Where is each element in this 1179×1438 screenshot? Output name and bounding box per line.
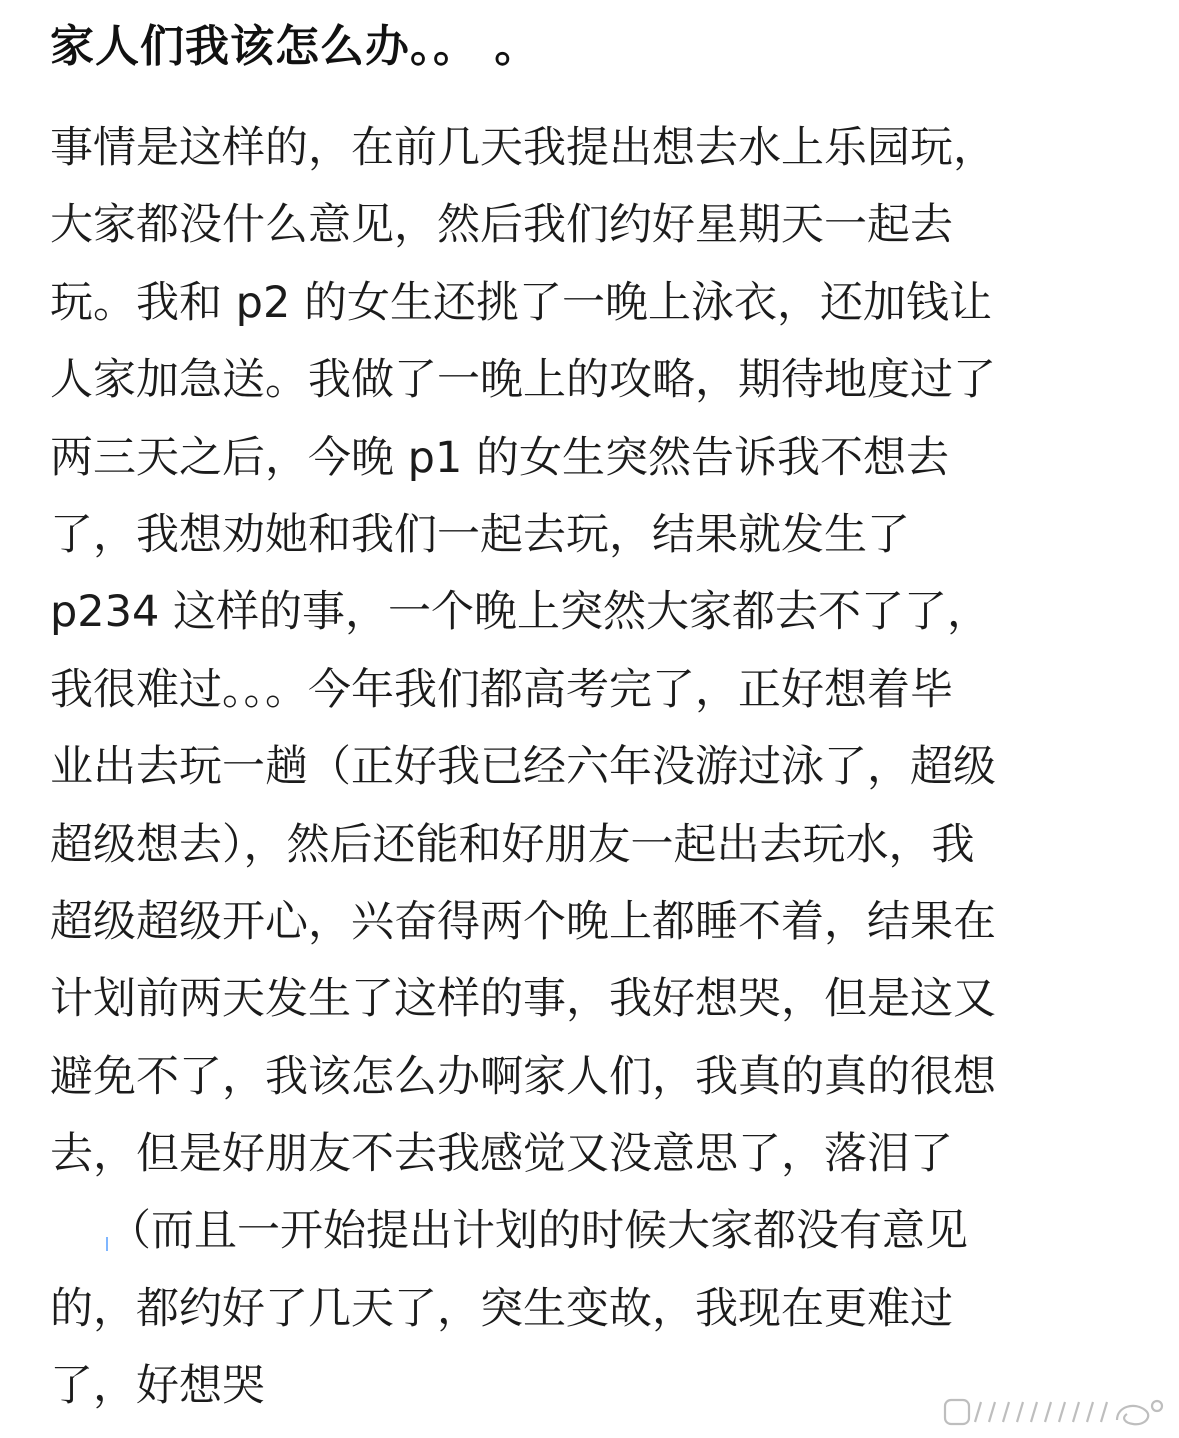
body-line: 两三天之后，今晚 p1 的女生突然告诉我不想去 bbox=[50, 432, 949, 483]
body-line: p234 这样的事，一个晚上突然大家都去不了了， bbox=[50, 587, 991, 638]
post-body bbox=[50, 110, 1140, 1426]
body-line: 的，都约好了几天了，突生变故，我现在更难过 bbox=[50, 1283, 953, 1334]
body-line: 计划前两天发生了这样的事，我好想哭，但是这又 bbox=[50, 974, 996, 1025]
body-line-text: （而且一开始提出计划的时候大家都没有意见 bbox=[108, 1206, 968, 1257]
body-line: 超级超级开心，兴奋得两个晚上都睡不着，结果在 bbox=[50, 896, 996, 947]
body-line-indented bbox=[50, 1193, 1140, 1270]
body-line: 超级想去），然后还能和好朋友一起出去玩水，我 bbox=[50, 819, 975, 870]
body-line: 避免不了，我该怎么办啊家人们，我真的真的很想 bbox=[50, 1051, 996, 1102]
body-line: 了，我想劝她和我们一起去玩，结果就发生了 bbox=[50, 509, 910, 560]
body-line: 人家加急送。我做了一晚上的攻略，期待地度过了 bbox=[50, 355, 996, 406]
body-line: 我很难过。。。今年我们都高考完了，正好想着毕 bbox=[50, 664, 953, 715]
body-line: 去，但是好朋友不去我感觉又没意思了，落泪了 bbox=[50, 1129, 953, 1180]
body-line: 玩。我和 p2 的女生还挑了一晚上泳衣，还加钱让 bbox=[50, 277, 992, 328]
body-line: 大家都没什么意见，然后我们约好星期天一起去 bbox=[50, 200, 953, 251]
body-line: 业出去玩一趟（正好我已经六年没游过泳了，超级 bbox=[50, 742, 996, 793]
body-line: 事情是这样的，在前几天我提出想去水上乐园玩， bbox=[50, 123, 996, 173]
body-line: 了，好想哭 bbox=[50, 1361, 265, 1412]
watermark-mark bbox=[941, 1392, 1171, 1432]
post-title: 家人们我该怎么办。。 。 bbox=[50, 21, 540, 72]
weibo-watermark-icon bbox=[941, 1392, 1171, 1432]
